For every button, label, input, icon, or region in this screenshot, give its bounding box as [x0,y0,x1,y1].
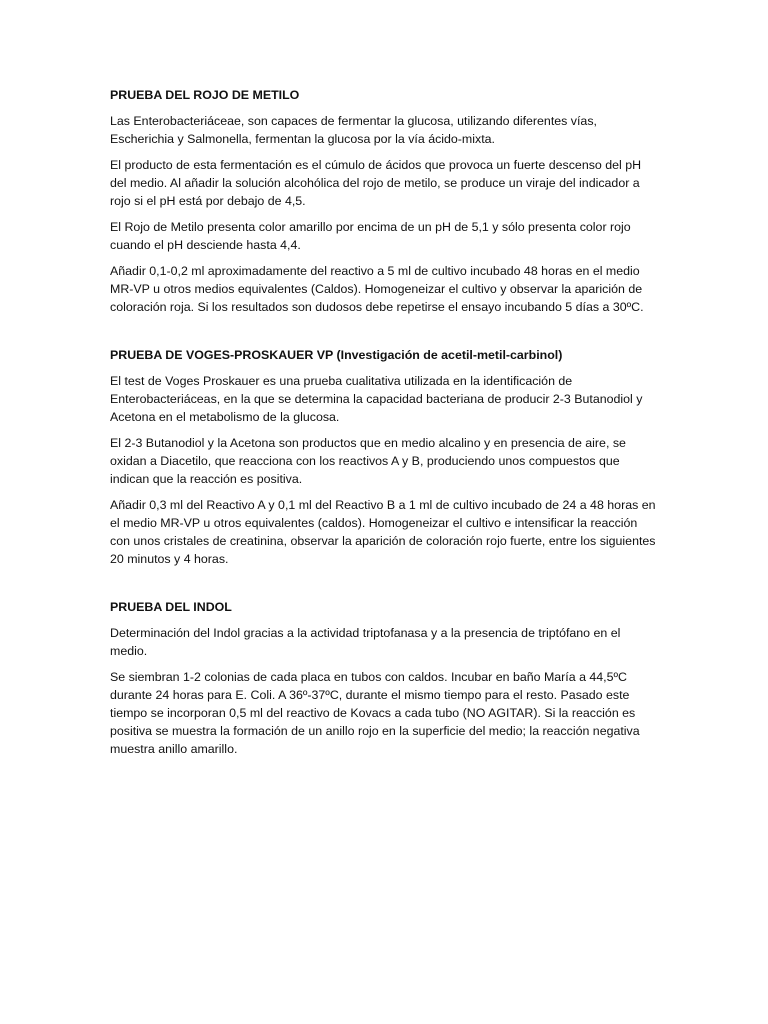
paragraph: Se siembran 1-2 colonias de cada placa en tubos con caldos. Incubar en baño María a 44,5ºC durante 24 horas para E. Coli. A 36º-37ºC, durante el mismo tiempo para el resto. Pasado este tiempo se incorporan 0,5 ml del reactivo de Kovacs a cada tubo (NO AGITAR). Si la reacción es positiva se muestra la formación de un anillo rojo en la superficie del medio; la reacción negativa muestra anillo amarillo. [110,670,640,756]
section-title: PRUEBA DE VOGES-PROSKAUER VP (Investigación de acetil-metil-carbinol) [110,348,563,362]
paragraph: El producto de esta fermentación es el cúmulo de ácidos que provoca un fuerte descenso del pH del medio. Al añadir la solución alcohólica del rojo de metilo, se produce un viraje del indicador a rojo si el pH está por debajo de 4,5. [110,158,642,208]
paragraph: El test de Voges Proskauer es una prueba cualitativa utilizada en la identificación de Enterobacteriáceas, en la que se determina la capacidad bacteriana de producir 2-3 Butanodiol y Acetona en el metabolismo de la glucosa. [110,374,643,424]
document-page [110,86,660,788]
section-title: PRUEBA DEL INDOL [110,600,232,614]
paragraph: Las Enterobacteriáceae, son capaces de fermentar la glucosa, utilizando diferentes vías, Escherichia y Salmonella, fermentan la glucosa por la vía ácido-mixta. [110,114,597,146]
paragraph: Añadir 0,3 ml del Reactivo A y 0,1 ml del Reactivo B a 1 ml de cultivo incubado de 24 a 48 horas en el medio MR-VP u otros equivalentes (caldos). Homogeneizar el cultivo e intensificar la reacción con unos cristales de creatinina, observar la aparición de coloración rojo fuerte, entre los siguientes 20 minutos y 4 horas. [110,498,656,566]
paragraph: El 2-3 Butanodiol y la Acetona son productos que en medio alcalino y en presencia de aire, se oxidan a Diacetilo, que reacciona con los reactivos A y B, produciendo unos compuestos que indican que la reacción es positiva. [110,436,626,486]
section-voges-proskauer [110,346,660,568]
section-methyl-red [110,86,660,316]
paragraph: Añadir 0,1-0,2 ml aproximadamente del reactivo a 5 ml de cultivo incubado 48 horas en el medio MR-VP u otros medios equivalentes (Caldos). Homogeneizar el cultivo y observar la aparición de coloración roja. Si los resultados son dudosos debe repetirse el ensayo incubando 5 días a 30ºC. [110,264,644,314]
section-indol [110,598,660,758]
paragraph: Determinación del Indol gracias a la actividad triptofanasa y a la presencia de triptófano en el medio. [110,626,621,658]
section-title: PRUEBA DEL ROJO DE METILO [110,88,300,102]
paragraph: El Rojo de Metilo presenta color amarillo por encima de un pH de 5,1 y sólo presenta color rojo cuando el pH desciende hasta 4,4. [110,220,631,252]
